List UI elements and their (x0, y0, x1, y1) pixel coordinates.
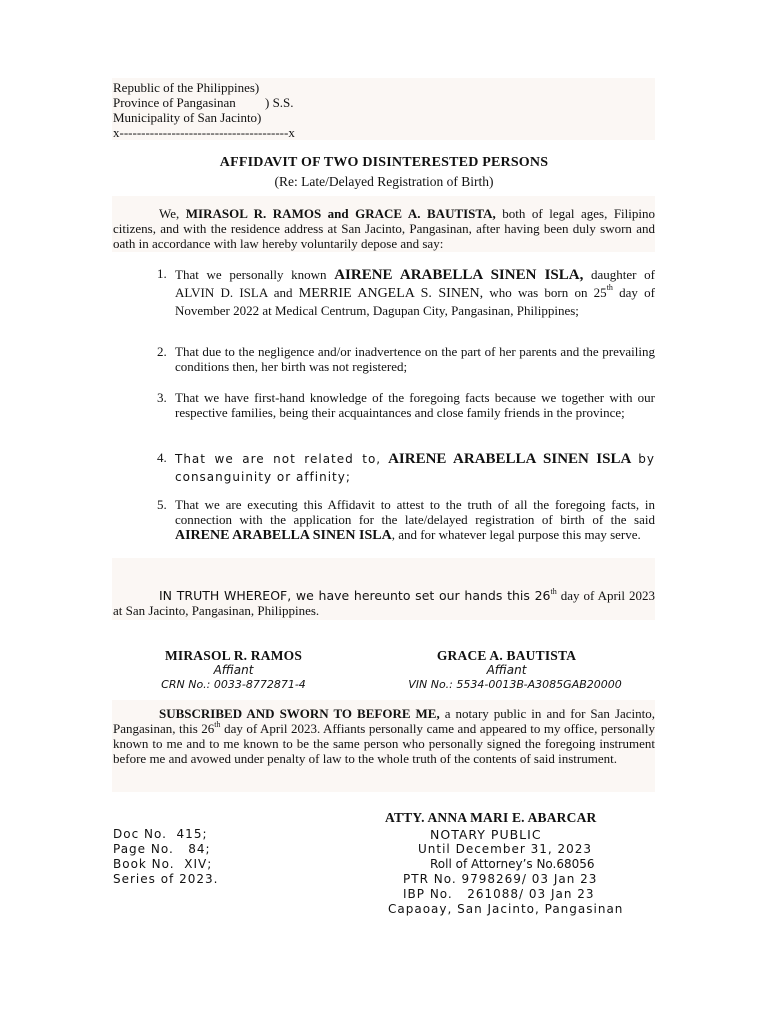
item-1-d: who was born on 25 (489, 285, 607, 300)
item-4-number: 4. (157, 450, 167, 465)
jurat-sup: th (214, 720, 221, 729)
child-name-3: AIRENE ARABELLA SINEN ISLA (175, 528, 392, 543)
affiant-right-role: Affiant (486, 663, 527, 677)
jurat-paragraph (113, 706, 655, 766)
affiant-left-role: Affiant (213, 663, 254, 677)
notary-name: ATTY. ANNA MARI E. ABARCAR (385, 810, 597, 825)
item-5-a: That we are executing this Affidavit to attest to the truth of all the foregoing facts, in connection with the application for the late/delayed registration of birth of the said (175, 497, 655, 527)
header-line-2a: Province of Pangasinan (113, 95, 236, 110)
item-1-b: daughter of ALVIN D. ISLA and (175, 267, 656, 300)
notary-until: Until December 31, 2023 (418, 842, 593, 856)
affiant-names: MIRASOL R. RAMOS and GRACE A. BAUTISTA, (185, 206, 496, 221)
notary-title: NOTARY PUBLIC (430, 827, 542, 842)
item-4-a: That we are not related to, (175, 452, 382, 466)
affiant-left-id: CRN No.: 0033-8772871-4 (161, 678, 306, 691)
item-4-b: by consanguinity or affinity; (175, 452, 656, 484)
item-5-text (175, 497, 655, 543)
truth-a: IN TRUTH WHEREOF, we have hereunto set our hands this 26 (159, 588, 551, 603)
item-5-b: , and for whatever legal purpose this may serve. (391, 527, 641, 542)
child-name: AIRENE ARABELLA SINEN ISLA, (334, 267, 584, 283)
notary-ibp: IBP No. 261088/ 03 Jan 23 (403, 887, 595, 901)
item-1-a: That we personally known (175, 267, 327, 282)
page-number: Page No. 84; (113, 842, 211, 856)
item-1-e: day of November 2022 at Medical Centrum, Dagupan City, Pangasinan, Philippines; (175, 285, 655, 318)
header-line-2b: ) S.S. (265, 95, 294, 110)
series-year: Series of 2023. (113, 872, 219, 886)
truth-sup: th (550, 587, 557, 596)
item-2-number: 2. (157, 344, 167, 359)
truth-paragraph (113, 588, 655, 618)
notary-roll: Roll of Attorney’s No.68056 (430, 857, 595, 871)
header-line-3: Municipality of San Jacinto) (113, 110, 262, 125)
intro-rest: both of legal ages, Filipino citizens, and with the residence address at San Jacinto, Pangasinan, after having been duly sworn and oath in accordance with law hereby voluntarily depose and say: (113, 206, 655, 251)
document-title: AFFIDAVIT OF TWO DISINTERESTED PERSONS (219, 155, 549, 170)
header-separator: x---------------------------------------x (113, 125, 295, 140)
item-3-number: 3. (157, 390, 167, 405)
child-name-2: AIRENE ARABELLA SINEN ISLA (388, 451, 632, 467)
truth-b: day of April 2023 at San Jacinto, Pangasinan, Philippines. (113, 588, 655, 618)
item-1-c: MERRIE ANGELA S. SINEN, (298, 286, 484, 301)
book-number: Book No. XIV; (113, 857, 213, 871)
jurat-b: day of April 2023. Affiants personally came and appeared to my office, personally known to me and to me known to be the same person who personally signed the foregoing instrument before me and avowed under penalty of law to the whole truth of the contents of said instrument. (113, 721, 655, 766)
item-1-number: 1. (157, 266, 167, 281)
item-5-number: 5. (157, 497, 167, 512)
affiant-right-id: VIN No.: 5534-0013B-A3085GAB20000 (408, 678, 622, 691)
item-4-text (175, 450, 655, 486)
notary-address: Capaoay, San Jacinto, Pangasinan (388, 902, 624, 916)
jurat-a: a notary public in and for San Jacinto, Pangasinan, this 26 (113, 706, 656, 736)
header-line-1: Republic of the Philippines) (113, 80, 260, 95)
notary-ptr: PTR No. 9798269/ 03 Jan 23 (403, 872, 598, 886)
item-2-text: That due to the negligence and/or inadvertence on the part of her parents and the prevailing conditions then, her birth was not registered; (175, 344, 655, 374)
item-1-sup: th (606, 283, 613, 292)
item-3-text: That we have first-hand knowledge of the foregoing facts because we together with our respective families, being their acquaintances and close family friends in the province; (175, 390, 655, 420)
affiant-right-name: GRACE A. BAUTISTA (436, 648, 577, 663)
intro-paragraph (113, 206, 655, 251)
intro-we: We, (159, 206, 180, 221)
jurat-bold: SUBSCRIBED AND SWORN TO BEFORE ME, (159, 706, 440, 721)
doc-number: Doc No. 415; (113, 827, 208, 841)
document-subtitle: (Re: Late/Delayed Registration of Birth) (274, 174, 494, 189)
affiant-left-name: MIRASOL R. RAMOS (164, 648, 303, 663)
item-1-text (175, 266, 655, 319)
